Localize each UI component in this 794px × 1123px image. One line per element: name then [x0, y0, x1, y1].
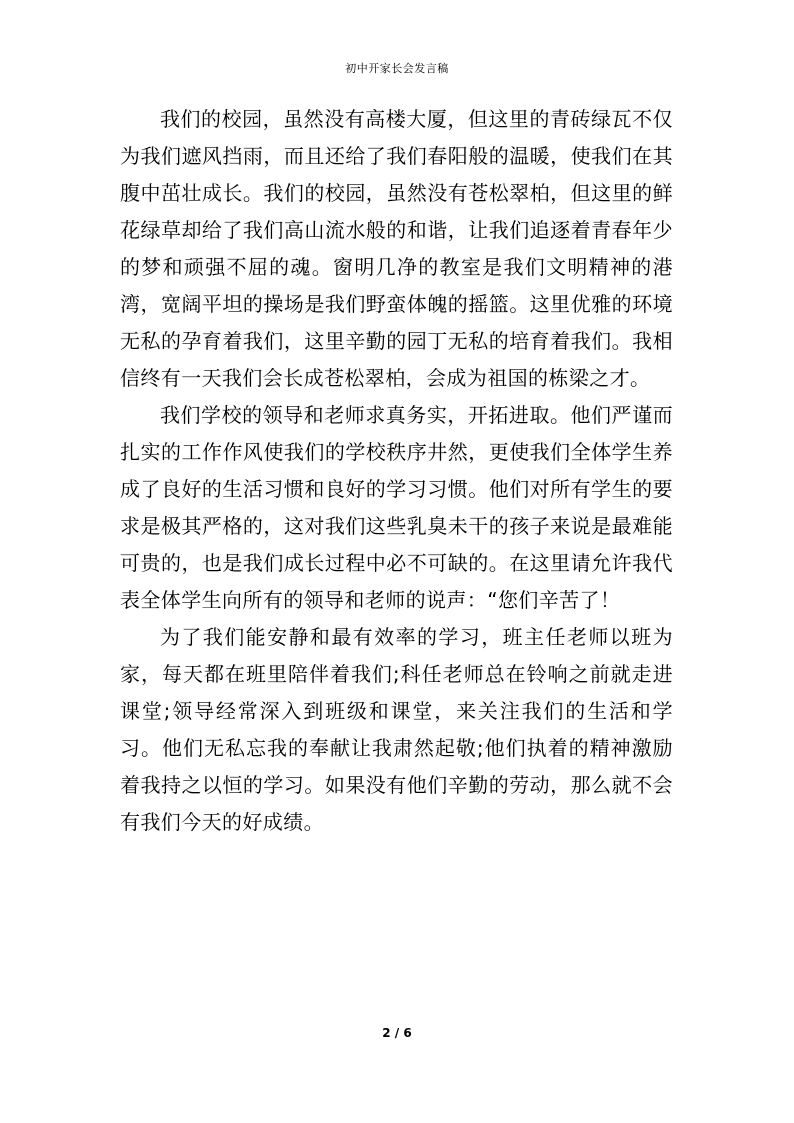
paragraph-campus: 我们的校园，虽然没有高楼大厦，但这里的青砖绿瓦不仅为我们遮风挡雨，而且还给了我们春阳般的温暖，使我们在其腹中茁壮成长。我们的校园，虽然没有苍松翠柏，但这里的鲜花绿草却给了我们高山流水般的和谐，让我们追逐着青春年少的梦和顽强不屈的魂。窗明几净的教室是我们文明精神的港湾，宽阔平坦的操场是我们野蛮体魄的摇篮。这里优雅的环境无私的孕育着我们，这里辛勤的园丁无私的培育着我们。我相信终有一天我们会长成苍松翠柏，会成为祖国的栋梁之才。	[120, 107, 673, 390]
page-number: 2 / 6	[382, 1026, 412, 1040]
paragraph-teachers: 我们学校的领导和老师求真务实，开拓进取。他们严谨而扎实的工作作风使我们的学校秩序井然，更使我们全体学生养成了良好的生活习惯和良好的学习习惯。他们对所有学生的要求是极其严格的，这对我们这些乳臭未干的孩子来说是最难能可贵的，也是我们成长过程中必不可缺的。在这里请允许我代表全体学生向所有的领导和老师的说声：“您们辛苦了！	[120, 403, 673, 612]
document-body	[120, 101, 673, 841]
page-header: 初中开家长会发言稿	[345, 62, 449, 75]
paragraph-study: 为了我们能安静和最有效率的学习，班主任老师以班为家，每天都在班里陪伴着我们;科任老师总在铃响之前就走进课堂;领导经常深入到班级和课堂，来关注我们的生活和学习。他们无私忘我的奉献让我肃然起敬;他们执着的精神激励着我持之以恒的学习。如果没有他们辛勤的劳动，那么就不会有我们今天的好成绩。	[120, 625, 673, 834]
